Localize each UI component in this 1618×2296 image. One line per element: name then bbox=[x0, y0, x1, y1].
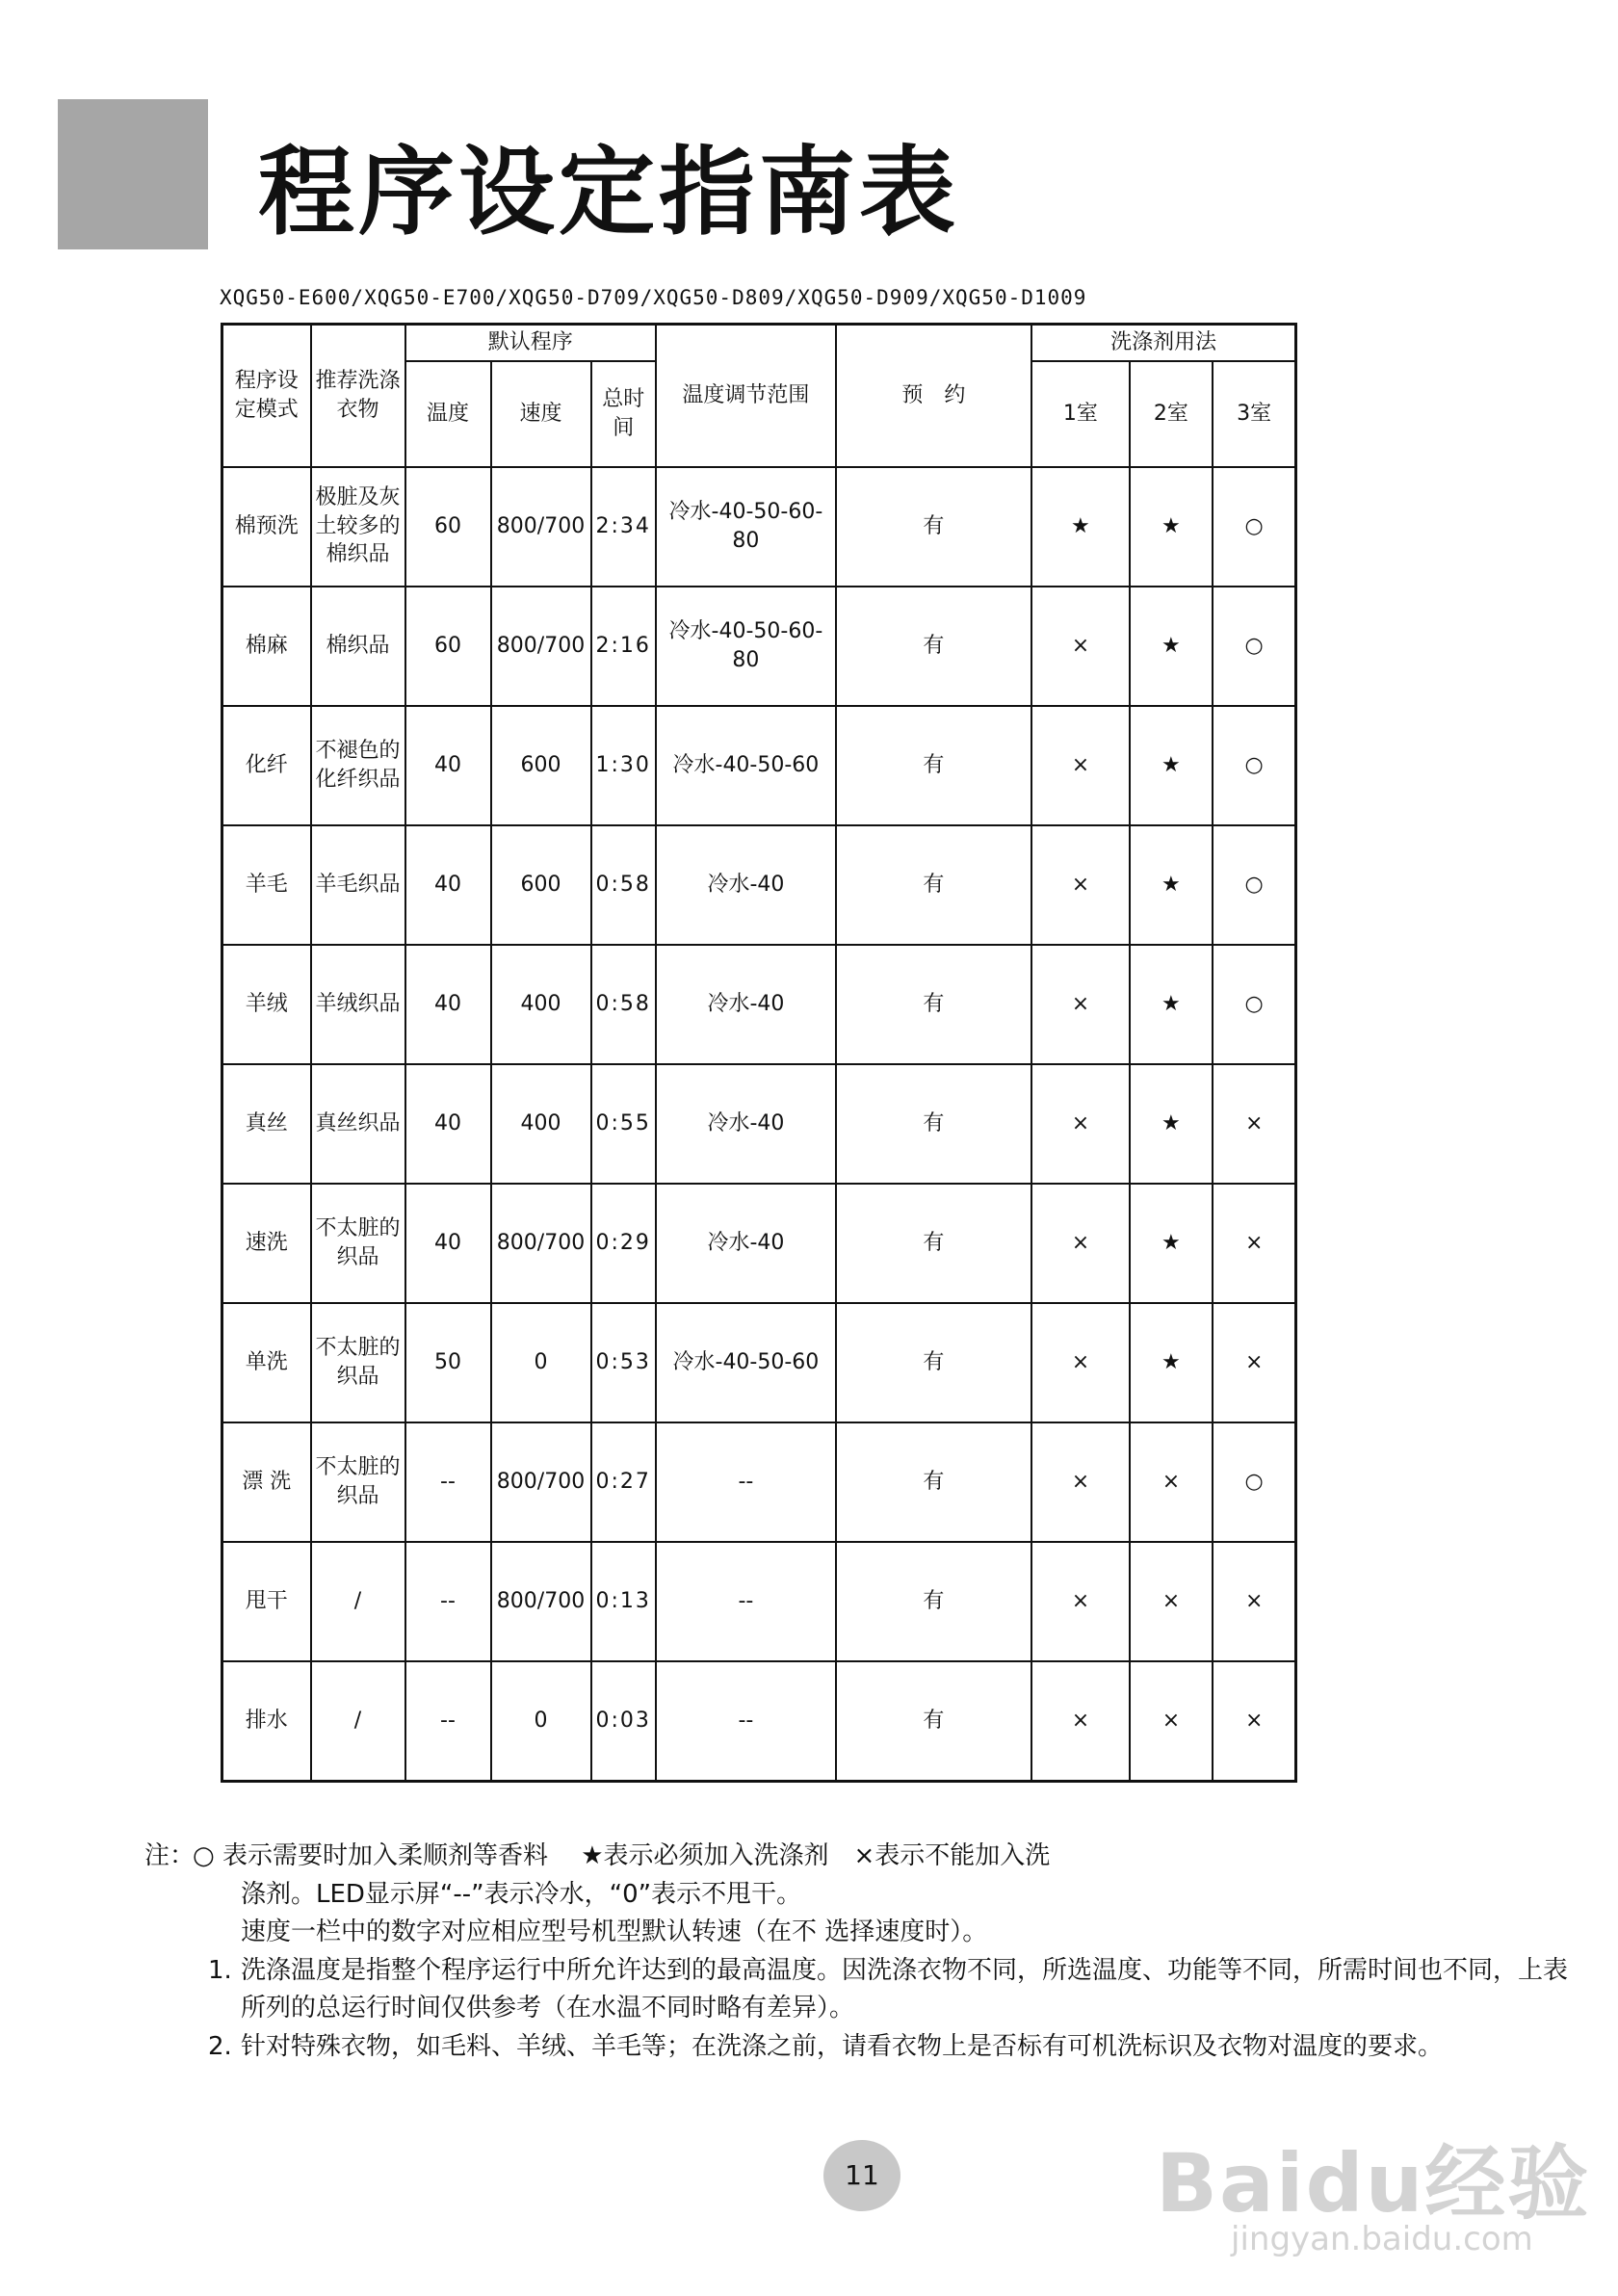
header-temp-range: 温度调节范围 bbox=[656, 325, 836, 467]
reserve-cell: 有 bbox=[836, 467, 1031, 587]
notes-legend: ○ 表示需要时加入柔顺剂等香料 ★表示必须加入洗涤剂 ×表示不能加入洗 bbox=[193, 1841, 1051, 1870]
time-cell: 2:34 bbox=[591, 467, 656, 587]
temp-cell: 40 bbox=[405, 1064, 491, 1184]
time-cell: 0:53 bbox=[591, 1303, 656, 1422]
mode-cell: 速洗 bbox=[222, 1184, 311, 1303]
room3-cell: ○ bbox=[1213, 1422, 1296, 1542]
speed-cell: 600 bbox=[491, 706, 591, 825]
page-number: 11 bbox=[823, 2140, 900, 2211]
clothes-cell: 不太脏的织品 bbox=[311, 1184, 405, 1303]
range-cell: 冷水-40-50-60 bbox=[656, 706, 836, 825]
range-cell: 冷水-40-50-60-80 bbox=[656, 467, 836, 587]
temp-cell: 40 bbox=[405, 706, 491, 825]
mode-cell: 羊绒 bbox=[222, 945, 311, 1064]
temp-cell: 60 bbox=[405, 467, 491, 587]
note-item-1 bbox=[144, 1952, 1579, 2028]
time-cell: 0:29 bbox=[591, 1184, 656, 1303]
mode-cell: 排水 bbox=[222, 1661, 311, 1782]
room1-cell: × bbox=[1031, 706, 1130, 825]
table-row bbox=[222, 945, 1296, 1064]
room2-cell: ★ bbox=[1130, 825, 1213, 945]
range-cell: -- bbox=[656, 1422, 836, 1542]
range-cell: 冷水-40 bbox=[656, 1184, 836, 1303]
room3-cell: ○ bbox=[1213, 706, 1296, 825]
model-list: XQG50-E600/XQG50-E700/XQG50-D709/XQG50-D809/XQG50-D909/XQG50-D1009 bbox=[220, 286, 1087, 309]
temp-cell: 40 bbox=[405, 1184, 491, 1303]
room1-cell: × bbox=[1031, 1303, 1130, 1422]
time-cell: 0:58 bbox=[591, 945, 656, 1064]
reserve-cell: 有 bbox=[836, 1422, 1031, 1542]
temp-cell: -- bbox=[405, 1422, 491, 1542]
clothes-cell: 羊毛织品 bbox=[311, 825, 405, 945]
room1-cell: ★ bbox=[1031, 467, 1130, 587]
reserve-cell: 有 bbox=[836, 587, 1031, 706]
room1-cell: × bbox=[1031, 1422, 1130, 1542]
table-row bbox=[222, 467, 1296, 587]
header-clothes: 推荐洗涤衣物 bbox=[311, 325, 405, 467]
mode-cell: 棉预洗 bbox=[222, 467, 311, 587]
room2-cell: × bbox=[1130, 1422, 1213, 1542]
program-guide-table bbox=[221, 323, 1297, 1783]
clothes-cell: 极脏及灰土较多的棉织品 bbox=[311, 467, 405, 587]
room1-cell: × bbox=[1031, 1184, 1130, 1303]
room2-cell: ★ bbox=[1130, 587, 1213, 706]
time-cell: 0:03 bbox=[591, 1661, 656, 1782]
room1-cell: × bbox=[1031, 1542, 1130, 1661]
mode-cell: 单洗 bbox=[222, 1303, 311, 1422]
room1-cell: × bbox=[1031, 825, 1130, 945]
notes-label: 注： bbox=[144, 1841, 196, 1870]
header-room3: 3室 bbox=[1213, 361, 1296, 467]
room2-cell: ★ bbox=[1130, 467, 1213, 587]
time-cell: 0:13 bbox=[591, 1542, 656, 1661]
mode-cell: 棉麻 bbox=[222, 587, 311, 706]
mode-cell: 漂 洗 bbox=[222, 1422, 311, 1542]
room2-cell: ★ bbox=[1130, 706, 1213, 825]
room1-cell: × bbox=[1031, 1064, 1130, 1184]
reserve-cell: 有 bbox=[836, 1184, 1031, 1303]
room3-cell: × bbox=[1213, 1303, 1296, 1422]
room3-cell: × bbox=[1213, 1064, 1296, 1184]
mode-cell: 真丝 bbox=[222, 1064, 311, 1184]
range-cell: 冷水-40-50-60-80 bbox=[656, 587, 836, 706]
temp-cell: 50 bbox=[405, 1303, 491, 1422]
room3-cell: ○ bbox=[1213, 587, 1296, 706]
clothes-cell: 不太脏的织品 bbox=[311, 1303, 405, 1422]
table-row bbox=[222, 1184, 1296, 1303]
room3-cell: ○ bbox=[1213, 945, 1296, 1064]
temp-cell: -- bbox=[405, 1542, 491, 1661]
clothes-cell: 棉织品 bbox=[311, 587, 405, 706]
table-row bbox=[222, 1542, 1296, 1661]
room2-cell: ★ bbox=[1130, 1184, 1213, 1303]
time-cell: 0:27 bbox=[591, 1422, 656, 1542]
clothes-cell: 不褪色的化纤织品 bbox=[311, 706, 405, 825]
speed-cell: 800/700 bbox=[491, 1422, 591, 1542]
reserve-cell: 有 bbox=[836, 1661, 1031, 1782]
clothes-cell: / bbox=[311, 1542, 405, 1661]
speed-cell: 800/700 bbox=[491, 467, 591, 587]
baidu-watermark bbox=[1156, 2119, 1591, 2258]
room3-cell: × bbox=[1213, 1184, 1296, 1303]
watermark-url: jingyan.baidu.com bbox=[1231, 2220, 1533, 2258]
temp-cell: 60 bbox=[405, 587, 491, 706]
mode-cell: 甩干 bbox=[222, 1542, 311, 1661]
time-cell: 0:58 bbox=[591, 825, 656, 945]
note-number: 1. bbox=[208, 1955, 232, 1985]
notes-led: 涤剂。LED显示屏“--”表示冷水，“0”表示不甩干。 bbox=[241, 1879, 802, 1909]
clothes-cell: 羊绒织品 bbox=[311, 945, 405, 1064]
temp-cell: 40 bbox=[405, 945, 491, 1064]
range-cell: 冷水-40 bbox=[656, 1064, 836, 1184]
header-reserve: 预 约 bbox=[836, 325, 1031, 467]
range-cell: 冷水-40 bbox=[656, 825, 836, 945]
header-room2: 2室 bbox=[1130, 361, 1213, 467]
mode-cell: 羊毛 bbox=[222, 825, 311, 945]
note-number: 2. bbox=[208, 2031, 232, 2061]
table-row bbox=[222, 1064, 1296, 1184]
speed-cell: 0 bbox=[491, 1303, 591, 1422]
room1-cell: × bbox=[1031, 1661, 1130, 1782]
watermark-logo-text: Baidu经验 bbox=[1156, 2136, 1591, 2231]
table-row bbox=[222, 825, 1296, 945]
room2-cell: ★ bbox=[1130, 1064, 1213, 1184]
header-speed: 速度 bbox=[491, 361, 591, 467]
table-row bbox=[222, 587, 1296, 706]
table-row bbox=[222, 1422, 1296, 1542]
note-text: 针对特殊衣物，如毛料、羊绒、羊毛等；在洗涤之前，请看衣物上是否标有可机洗标识及衣物对温度的要求。 bbox=[241, 2031, 1444, 2061]
header-gray-block bbox=[58, 99, 208, 249]
clothes-cell: / bbox=[311, 1661, 405, 1782]
time-cell: 0:55 bbox=[591, 1064, 656, 1184]
header-room1: 1室 bbox=[1031, 361, 1130, 467]
header-default-program: 默认程序 bbox=[405, 325, 656, 361]
clothes-cell: 真丝织品 bbox=[311, 1064, 405, 1184]
range-cell: 冷水-40 bbox=[656, 945, 836, 1064]
speed-cell: 400 bbox=[491, 1064, 591, 1184]
note-item-2 bbox=[144, 2028, 1579, 2067]
reserve-cell: 有 bbox=[836, 1303, 1031, 1422]
speed-cell: 800/700 bbox=[491, 1542, 591, 1661]
temp-cell: 40 bbox=[405, 825, 491, 945]
speed-cell: 800/700 bbox=[491, 587, 591, 706]
speed-cell: 0 bbox=[491, 1661, 591, 1782]
clothes-cell: 不太脏的织品 bbox=[311, 1422, 405, 1542]
header-time: 总时间 bbox=[591, 361, 656, 467]
table-row bbox=[222, 706, 1296, 825]
notes-speed: 速度一栏中的数字对应相应型号机型默认转速（在不 选择速度时）。 bbox=[241, 1918, 988, 1947]
speed-cell: 600 bbox=[491, 825, 591, 945]
header-temp: 温度 bbox=[405, 361, 491, 467]
room1-cell: × bbox=[1031, 945, 1130, 1064]
header-detergent: 洗涤剂用法 bbox=[1031, 325, 1296, 361]
note-text: 洗涤温度是指整个程序运行中所允许达到的最高温度。因洗涤衣物不同，所选温度、功能等不同，所需时间也不同，上表所列的总运行时间仅供参考（在水温不同时略有差异）。 bbox=[241, 1955, 1569, 2023]
speed-cell: 400 bbox=[491, 945, 591, 1064]
room2-cell: × bbox=[1130, 1661, 1213, 1782]
range-cell: 冷水-40-50-60 bbox=[656, 1303, 836, 1422]
reserve-cell: 有 bbox=[836, 1064, 1031, 1184]
temp-cell: -- bbox=[405, 1661, 491, 1782]
notes-section bbox=[144, 1838, 1579, 2066]
room2-cell: ★ bbox=[1130, 1303, 1213, 1422]
page-title: 程序设定指南表 bbox=[258, 136, 959, 248]
room3-cell: × bbox=[1213, 1661, 1296, 1782]
room3-cell: ○ bbox=[1213, 467, 1296, 587]
header-mode: 程序设定模式 bbox=[222, 325, 311, 467]
reserve-cell: 有 bbox=[836, 1542, 1031, 1661]
table-row bbox=[222, 1303, 1296, 1422]
room2-cell: × bbox=[1130, 1542, 1213, 1661]
room2-cell: ★ bbox=[1130, 945, 1213, 1064]
reserve-cell: 有 bbox=[836, 825, 1031, 945]
range-cell: -- bbox=[656, 1542, 836, 1661]
room3-cell: ○ bbox=[1213, 825, 1296, 945]
reserve-cell: 有 bbox=[836, 945, 1031, 1064]
table-row bbox=[222, 1661, 1296, 1782]
time-cell: 2:16 bbox=[591, 587, 656, 706]
speed-cell: 800/700 bbox=[491, 1184, 591, 1303]
time-cell: 1:30 bbox=[591, 706, 656, 825]
reserve-cell: 有 bbox=[836, 706, 1031, 825]
room1-cell: × bbox=[1031, 587, 1130, 706]
range-cell: -- bbox=[656, 1661, 836, 1782]
room3-cell: × bbox=[1213, 1542, 1296, 1661]
mode-cell: 化纤 bbox=[222, 706, 311, 825]
